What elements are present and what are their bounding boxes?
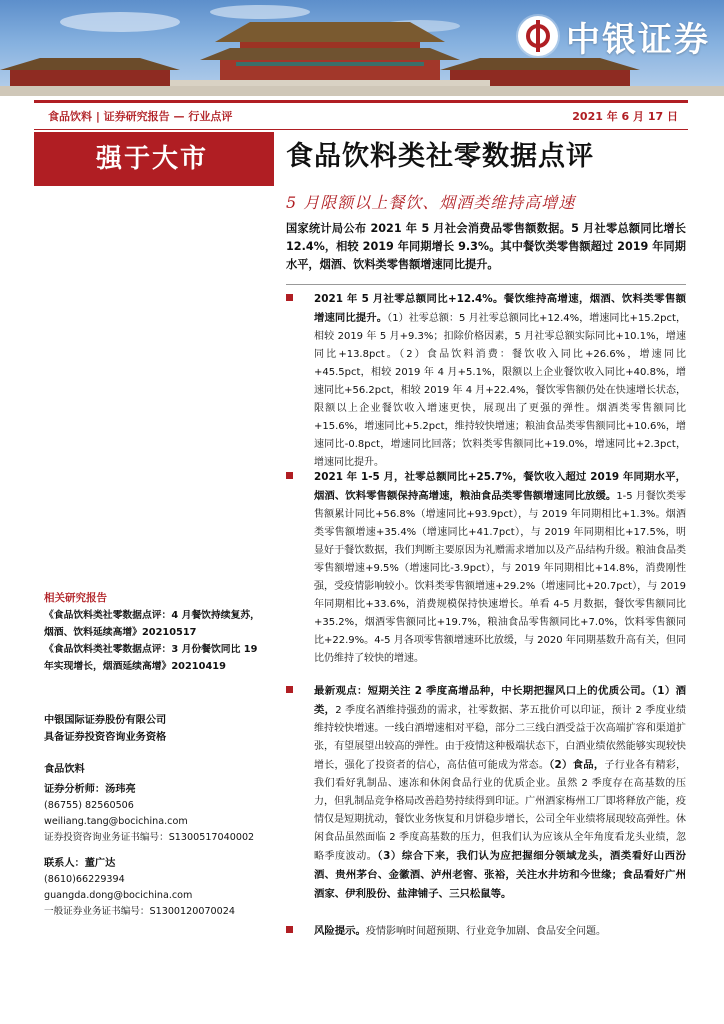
company-name: 中银国际证券股份有限公司 — [44, 715, 167, 726]
bullet-text — [314, 468, 686, 668]
bullet-body: 1-5 月餐饮类零售额累计同比+56.8%（增速同比+93.9pct），与 2019 年同期相比+1.3%。烟酒类零售额增速+35.4%（增速同比+41.7pct），与 2019 年同期相比+17.5%，明显好于餐饮数据，我们判断主要原因为礼赠需求增加以及产品结构升级。粮油食品类零售额增速+9.5%（增速同比-3.9pct），与 2019 年同期相比+14.8%，消费刚性强，受疫情影响较小。饮料类零售额增速+29.2%（增速同比+20.7pct），与 2019 年同期相比+33.6%，消费规模保持快速增长。单看 4-5 月数据，餐饮零售额同比+35.2%，烟酒零售额同比+19.7%，粮油食品零售额同比+7.0%，饮料零售额同比+22.9%。4-5 月各项零售额增速环比放缓，与 2020 年同期基数升高有关，但同比仍维持了较快的增速。 — [314, 491, 686, 664]
divider — [286, 284, 686, 285]
related-report-link[interactable]: 《食品饮料类社零数据点评：3 月份餐饮同比 19 年实现增长，烟酒延续高增》20210419 — [44, 644, 258, 672]
bullet-sublabel: （3）综合下来， — [377, 850, 457, 862]
bullet-sublabel: （2）食品， — [549, 759, 605, 771]
bullet-point — [286, 290, 686, 472]
bullet-body: 我们认为应把握细分领域龙头，酒类看好山西汾酒、贵州茅台、金徽酒、泸州老窖、张裕，关注水井坊和今世缘；食品看好广州酒家、伊利股份、盐津铺子、三只松鼠等。 — [314, 850, 687, 900]
bullet-lead: 2021 年 1-5 月，社零总额同比+25.7%，餐饮收入超过 2019 年同期水平，烟酒、饮料零售额保持高增速，粮油食品类零售额增速同比放缓。 — [314, 471, 686, 502]
bullet-lead: 最新观点：短期关注 2 季度高增品种，中长期把握风口上的优质公司。 — [314, 685, 652, 697]
analyst-license: 证券投资咨询业务证书编号：S1300517040002 — [44, 832, 255, 843]
related-report-link[interactable]: 《食品饮料类社零数据点评：4 月餐饮持续复苏，烟酒、饮料延续高增》20210517 — [44, 610, 260, 638]
related-reports-title: 相关研究报告 — [44, 592, 107, 604]
page-subtitle: 5 月限额以上餐饮、烟酒类维持高增速 — [286, 193, 576, 212]
bullet-text — [314, 922, 686, 941]
contact-name: 联系人：董广达 — [44, 858, 116, 869]
bullet-square-icon — [286, 686, 293, 693]
bullet-point — [286, 468, 686, 668]
bank-logo-icon — [518, 16, 558, 56]
bullet-body: （1）社零总额：5 月社零总额同比+12.4%，增速同比+15.2pct，相较 2019 年 5 月+9.3%；扣除价格因素，5 月社零总额实际同比+10.1%，增速同比+13.8pct。（2）食品饮料消费：餐饮收入同比+26.6%，增速同比+45.5pct，相较 2019 年 4 月+5.1%，限额以上企业餐饮收入同比+40.8%，增速同比+56.2pct，相较 2019 年 4 月+22.4%，餐饮零售额仍处在快速增长状态，限额以上企业餐饮收入增速更快，展现出了更强的弹性。烟酒类零售额同比+15.6%，增速同比+5.2pct，维持较快增速；粮油食品类零售额同比+10.6%，增速同比-0.8pct，增速同比回落；饮料类零售额同比+19.0%，增速同比+2.3pct，增速同比提升。 — [314, 313, 686, 468]
meta-bar — [34, 100, 688, 130]
bullet-body: 子行业各有精彩，我们看好乳制品、速冻和休闲食品行业的优质企业。虽然 2 季度存在高基数的压力，但乳制品竞争格局改善趋势持续得到印证。广州酒家梅州工厂即将释放产能，疫情仅是短期扰动，餐饮业务恢复和月饼稳步增长，公司全年业绩将展现较高弹性。休闲食品虽然面临 2 季度高基数的压力，但我们认为应该从全年角度看龙头业绩，忽略季度波动。 — [314, 760, 687, 862]
bullet-square-icon — [286, 472, 293, 479]
report-date: 2021 年 6 月 17 日 — [572, 110, 678, 123]
contact-card — [44, 856, 274, 920]
report-category: 食品饮料 | 证券研究报告 — 行业点评 — [48, 110, 233, 123]
bullet-body: 疫情影响时间超预期、行业竞争加剧、食品安全问题。 — [365, 926, 606, 937]
rating-badge: 强于大市 — [34, 132, 274, 186]
bullet-body: 2 季度名酒维持强劲的需求，社零数据、茅五批价可以印证，预计 2 季度业绩维持较快增速。一线白酒增速相对平稳，部分二三线白酒受益于次高端扩容和渠道扩张，有望展望出较高的弹性。由于疫情这种极端状态下，白酒业绩依然能够实现较快增长，强化了投资者的信心，高估值可能成为常态。 — [314, 705, 686, 771]
contact-email[interactable]: guangda.dong@bocichina.com — [44, 890, 193, 901]
company-info — [44, 712, 166, 746]
bullet-text — [314, 290, 686, 472]
contact-phone: (8610)66229394 — [44, 874, 125, 885]
bullet-sublabel: （1）酒类， — [314, 685, 687, 716]
bullet-lead: 2021 年 5 月社零总额同比+12.4%。餐饮维持高增速，烟酒、饮料类零售额增速同比提升。 — [314, 293, 686, 324]
header-banner — [0, 0, 724, 96]
page-title: 食品饮料类社零数据点评 — [286, 141, 594, 172]
bullet-point — [286, 922, 686, 941]
summary-paragraph: 国家统计局公布 2021 年 5 月社会消费品零售额数据。5 月社零总额同比增长 12.4%，相较 2019 年同期增长 9.3%。其中餐饮类零售额超过 2019 年同期水平，烟酒、饮料类零售额增速同比提升。 — [286, 222, 686, 271]
sector-label: 食品饮料 — [44, 764, 85, 775]
contact-license: 一般证券业务证书编号：S1300120070024 — [44, 906, 235, 917]
bullet-square-icon — [286, 926, 293, 933]
analyst-email[interactable]: weiliang.tang@bocichina.com — [44, 816, 188, 827]
analyst-name: 证券分析师：汤玮亮 — [44, 784, 136, 795]
bullet-lead: 风险提示。 — [314, 925, 366, 937]
analyst-phone: (86755) 82560506 — [44, 800, 134, 811]
related-reports — [44, 590, 264, 675]
logo-text: 中银证券 — [566, 19, 710, 60]
bullet-point — [286, 682, 686, 904]
analyst-card — [44, 782, 274, 846]
company-qualification: 具备证券投资咨询业务资格 — [44, 732, 167, 743]
bullet-square-icon — [286, 294, 293, 301]
bullet-text — [314, 682, 686, 904]
logo — [518, 14, 710, 58]
